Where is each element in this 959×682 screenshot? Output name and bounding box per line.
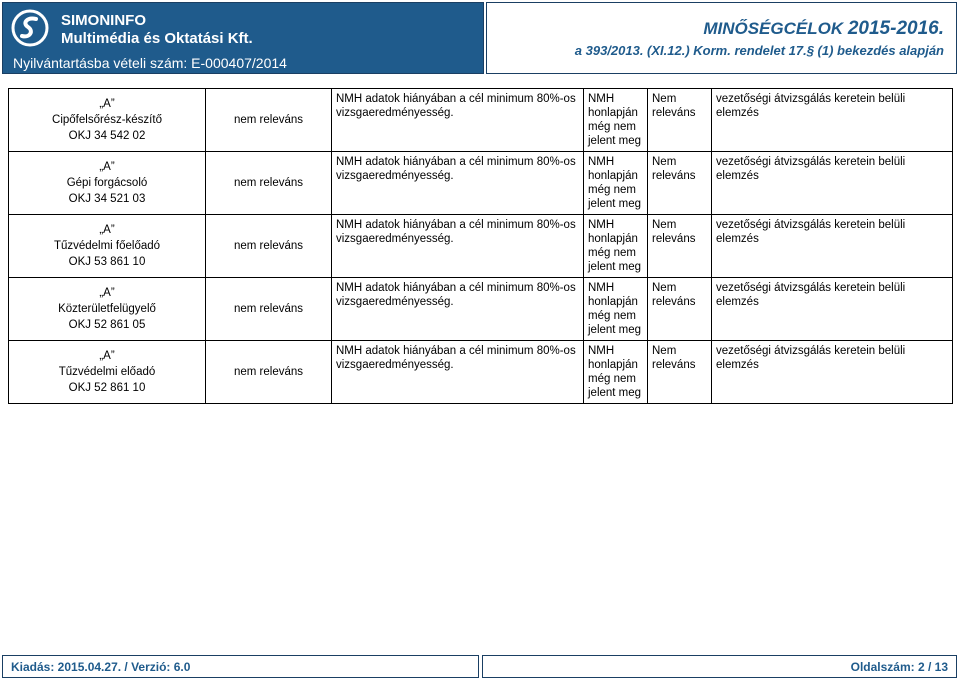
company-subtitle: Multimédia és Oktatási Kft. [61, 30, 253, 47]
grade-label: „A” [99, 350, 115, 362]
qualification-code: OKJ 34 542 02 [68, 130, 146, 142]
not-relevant-cell: Nem releváns [648, 215, 712, 278]
not-relevant-cell: Nem releváns [648, 341, 712, 404]
review-cell: vezetőségi átvizsgálás keretein belüli elemzés [712, 215, 953, 278]
qualification-cell [9, 341, 206, 404]
relevance-cell: nem releváns [206, 278, 332, 341]
relevance-cell: nem releváns [206, 215, 332, 278]
qualification-name: Tűzvédelmi főelőadó [53, 240, 161, 252]
qualification-code: OKJ 34 521 03 [68, 193, 146, 205]
grade-label: „A” [99, 287, 115, 299]
qualification-name: Cipőfelsőrész-készítő [52, 114, 162, 126]
qualification-code: OKJ 52 861 10 [68, 382, 146, 394]
not-relevant-cell: Nem releváns [648, 278, 712, 341]
page-number: Oldalszám: 2 / 13 [850, 660, 948, 674]
table-row [9, 89, 953, 152]
issue-version: Kiadás: 2015.04.27. / Verzió: 6.0 [11, 660, 191, 674]
document-title [703, 19, 944, 39]
not-relevant-cell: Nem releváns [648, 152, 712, 215]
document-title-prefix: MINŐSÉGCÉLOK [703, 19, 848, 38]
qualification-cell [9, 152, 206, 215]
qualification-name: Közterületfelügyelő [58, 303, 156, 315]
review-cell: vezetőségi átvizsgálás keretein belüli elemzés [712, 341, 953, 404]
review-cell: vezetőségi átvizsgálás keretein belüli elemzés [712, 89, 953, 152]
simoninfo-logo-icon [11, 9, 49, 47]
nmh-text-cell: NMH adatok hiányában a cél minimum 80%-os vizsgaeredményesség. [332, 89, 584, 152]
nmh-site-cell: NMH honlapján még nem jelent meg [584, 341, 648, 404]
qualification-cell [9, 89, 206, 152]
qualification-code: OKJ 52 861 05 [68, 319, 146, 331]
document-title-block [486, 2, 957, 74]
relevance-cell: nem releváns [206, 341, 332, 404]
table-row [9, 278, 953, 341]
grade-label: „A” [99, 98, 115, 110]
nmh-site-cell: NMH honlapján még nem jelent meg [584, 215, 648, 278]
company-name: SIMONINFO [61, 12, 146, 29]
nmh-text-cell: NMH adatok hiányában a cél minimum 80%-os vizsgaeredményesség. [332, 341, 584, 404]
nmh-site-cell: NMH honlapján még nem jelent meg [584, 152, 648, 215]
qualification-cell [9, 215, 206, 278]
registration-number: Nyilvántartásba vételi szám: E-000407/2014 [13, 55, 287, 71]
qualification-code: OKJ 53 861 10 [68, 256, 146, 268]
table-row [9, 215, 953, 278]
review-cell: vezetőségi átvizsgálás keretein belüli elemzés [712, 152, 953, 215]
nmh-site-cell: NMH honlapján még nem jelent meg [584, 89, 648, 152]
nmh-site-cell: NMH honlapján még nem jelent meg [584, 278, 648, 341]
nmh-text-cell: NMH adatok hiányában a cél minimum 80%-os vizsgaeredményesség. [332, 278, 584, 341]
quality-goals-table [8, 88, 953, 404]
document-title-years: 2015-2016. [847, 18, 944, 39]
qualification-name: Tűzvédelmi előadó [58, 366, 156, 378]
footer-page-block [482, 655, 957, 678]
document-subtitle: a 393/2013. (XI.12.) Korm. rendelet 17.§ (1) bekezdés alapján [574, 43, 944, 58]
table-row [9, 152, 953, 215]
relevance-cell: nem releváns [206, 89, 332, 152]
qualification-name: Gépi forgácsoló [66, 177, 148, 189]
footer-issue-block [2, 655, 479, 678]
nmh-text-cell: NMH adatok hiányában a cél minimum 80%-os vizsgaeredményesség. [332, 215, 584, 278]
table-row [9, 341, 953, 404]
company-block [2, 2, 484, 74]
nmh-text-cell: NMH adatok hiányában a cél minimum 80%-os vizsgaeredményesség. [332, 152, 584, 215]
page-header [0, 0, 959, 76]
grade-label: „A” [99, 161, 115, 173]
not-relevant-cell: Nem releváns [648, 89, 712, 152]
grade-label: „A” [99, 224, 115, 236]
relevance-cell: nem releváns [206, 152, 332, 215]
page-footer [2, 655, 957, 678]
qualification-cell [9, 278, 206, 341]
review-cell: vezetőségi átvizsgálás keretein belüli elemzés [712, 278, 953, 341]
